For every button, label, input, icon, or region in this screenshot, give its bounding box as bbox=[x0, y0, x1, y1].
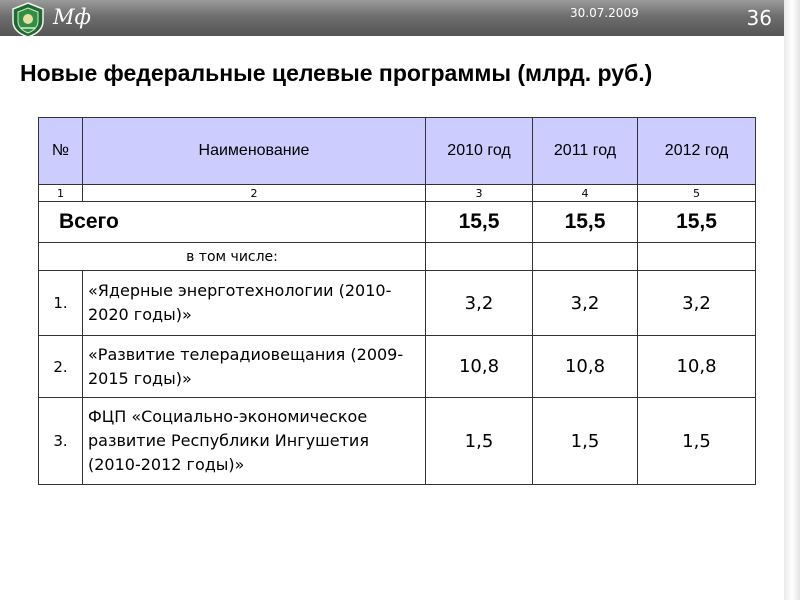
col-header-number: № bbox=[39, 118, 83, 185]
empty-cell bbox=[426, 243, 533, 271]
header-date: 30.07.2009 bbox=[570, 6, 639, 20]
column-number: 2 bbox=[83, 185, 426, 202]
column-number: 3 bbox=[426, 185, 533, 202]
col-header-name: Наименование bbox=[83, 118, 426, 185]
value-2010: 1,5 bbox=[426, 398, 533, 485]
total-2010: 15,5 bbox=[426, 202, 533, 243]
value-2012: 10,8 bbox=[638, 336, 756, 398]
column-number: 4 bbox=[533, 185, 638, 202]
side-decoration bbox=[784, 0, 800, 600]
empty-cell bbox=[533, 243, 638, 271]
col-header-2012: 2012 год bbox=[638, 118, 756, 185]
value-2012: 3,2 bbox=[638, 271, 756, 336]
total-2011: 15,5 bbox=[533, 202, 638, 243]
table-row bbox=[39, 271, 756, 336]
programs-table bbox=[38, 117, 756, 485]
row-number: 3. bbox=[39, 398, 83, 485]
including-row bbox=[39, 243, 756, 271]
column-number-row bbox=[39, 185, 756, 202]
value-2012: 1,5 bbox=[638, 398, 756, 485]
empty-cell bbox=[638, 243, 756, 271]
header-row bbox=[39, 118, 756, 185]
value-2011: 1,5 bbox=[533, 398, 638, 485]
total-label: Всего bbox=[39, 202, 426, 243]
header-bar bbox=[0, 0, 800, 36]
col-header-2011: 2011 год bbox=[533, 118, 638, 185]
column-number: 1 bbox=[39, 185, 83, 202]
value-2010: 3,2 bbox=[426, 271, 533, 336]
total-row bbox=[39, 202, 756, 243]
row-number: 1. bbox=[39, 271, 83, 336]
value-2011: 3,2 bbox=[533, 271, 638, 336]
slide-title: Новые федеральные целевые программы (млрд. руб.) bbox=[20, 60, 653, 86]
row-number: 2. bbox=[39, 336, 83, 398]
value-2010: 10,8 bbox=[426, 336, 533, 398]
program-name: «Ядерные энерготехнологии (2010-2020 годы)» bbox=[83, 271, 426, 336]
page-number: 36 bbox=[746, 6, 772, 30]
brand-mark: Мф bbox=[53, 5, 91, 29]
table-row bbox=[39, 336, 756, 398]
program-name: ФЦП «Социально-экономическое развитие Республики Ингушетия (2010-2012 годы)» bbox=[83, 398, 426, 485]
col-header-2010: 2010 год bbox=[426, 118, 533, 185]
including-label: в том числе: bbox=[39, 243, 426, 271]
total-2012: 15,5 bbox=[638, 202, 756, 243]
table-row bbox=[39, 398, 756, 485]
coat-of-arms-icon bbox=[10, 2, 46, 38]
value-2011: 10,8 bbox=[533, 336, 638, 398]
program-name: «Развитие телерадиовещания (2009-2015 годы)» bbox=[83, 336, 426, 398]
column-number: 5 bbox=[638, 185, 756, 202]
